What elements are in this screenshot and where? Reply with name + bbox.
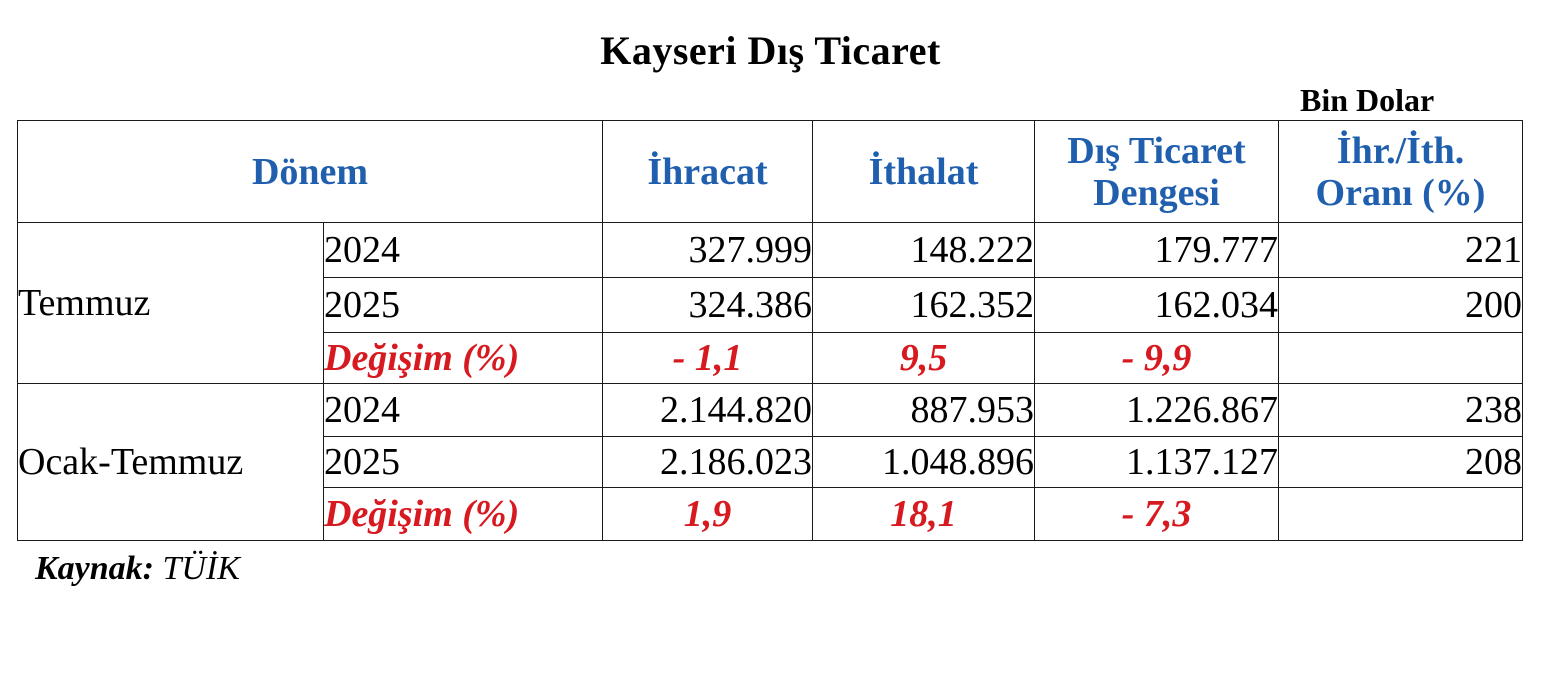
year-cell: 2024 <box>324 384 603 437</box>
unit-label: Bin Dolar <box>1300 82 1435 118</box>
source-label: Kaynak: <box>35 550 154 587</box>
header-balance-line1: Dış Ticaret <box>1067 129 1246 172</box>
source-note <box>35 548 240 590</box>
source-value: TÜİK <box>162 550 240 587</box>
period-cell: Ocak-Temmuz <box>18 384 324 541</box>
export-cell: 327.999 <box>603 223 813 278</box>
table-title: Kayseri Dış Ticaret <box>600 28 941 73</box>
header-balance-line2: Dengesi <box>1093 171 1220 214</box>
balance-change-cell: - 9,9 <box>1035 333 1279 384</box>
balance-cell: 1.137.127 <box>1035 437 1279 488</box>
balance-change-cell: - 7,3 <box>1035 488 1279 541</box>
table-row <box>18 223 1523 278</box>
header-balance <box>1035 121 1279 223</box>
export-change-cell: 1,9 <box>603 488 813 541</box>
import-change-cell: 9,5 <box>813 333 1035 384</box>
table-row <box>18 384 1523 437</box>
header-row <box>18 121 1523 223</box>
import-cell: 1.048.896 <box>813 437 1035 488</box>
header-period: Dönem <box>18 121 603 223</box>
ratio-cell: 221 <box>1279 223 1523 278</box>
export-change-cell: - 1,1 <box>603 333 813 384</box>
year-cell: 2025 <box>324 278 603 333</box>
import-cell: 887.953 <box>813 384 1035 437</box>
balance-cell: 179.777 <box>1035 223 1279 278</box>
change-label: Değişim (%) <box>324 488 603 541</box>
header-ratio-line2: Oranı (%) <box>1315 171 1486 214</box>
export-cell: 2.144.820 <box>603 384 813 437</box>
trade-table <box>17 120 1523 541</box>
export-cell: 2.186.023 <box>603 437 813 488</box>
ratio-change-cell <box>1279 488 1523 541</box>
balance-cell: 1.226.867 <box>1035 384 1279 437</box>
header-ratio-line1: İhr./İth. <box>1336 129 1465 172</box>
ratio-cell: 200 <box>1279 278 1523 333</box>
export-cell: 324.386 <box>603 278 813 333</box>
balance-cell: 162.034 <box>1035 278 1279 333</box>
ratio-cell: 238 <box>1279 384 1523 437</box>
import-cell: 148.222 <box>813 223 1035 278</box>
year-cell: 2024 <box>324 223 603 278</box>
import-change-cell: 18,1 <box>813 488 1035 541</box>
change-label: Değişim (%) <box>324 333 603 384</box>
header-import: İthalat <box>813 121 1035 223</box>
ratio-cell: 208 <box>1279 437 1523 488</box>
year-cell: 2025 <box>324 437 603 488</box>
import-cell: 162.352 <box>813 278 1035 333</box>
ratio-change-cell <box>1279 333 1523 384</box>
period-cell: Temmuz <box>18 223 324 384</box>
header-ratio <box>1279 121 1523 223</box>
header-export: İhracat <box>603 121 813 223</box>
